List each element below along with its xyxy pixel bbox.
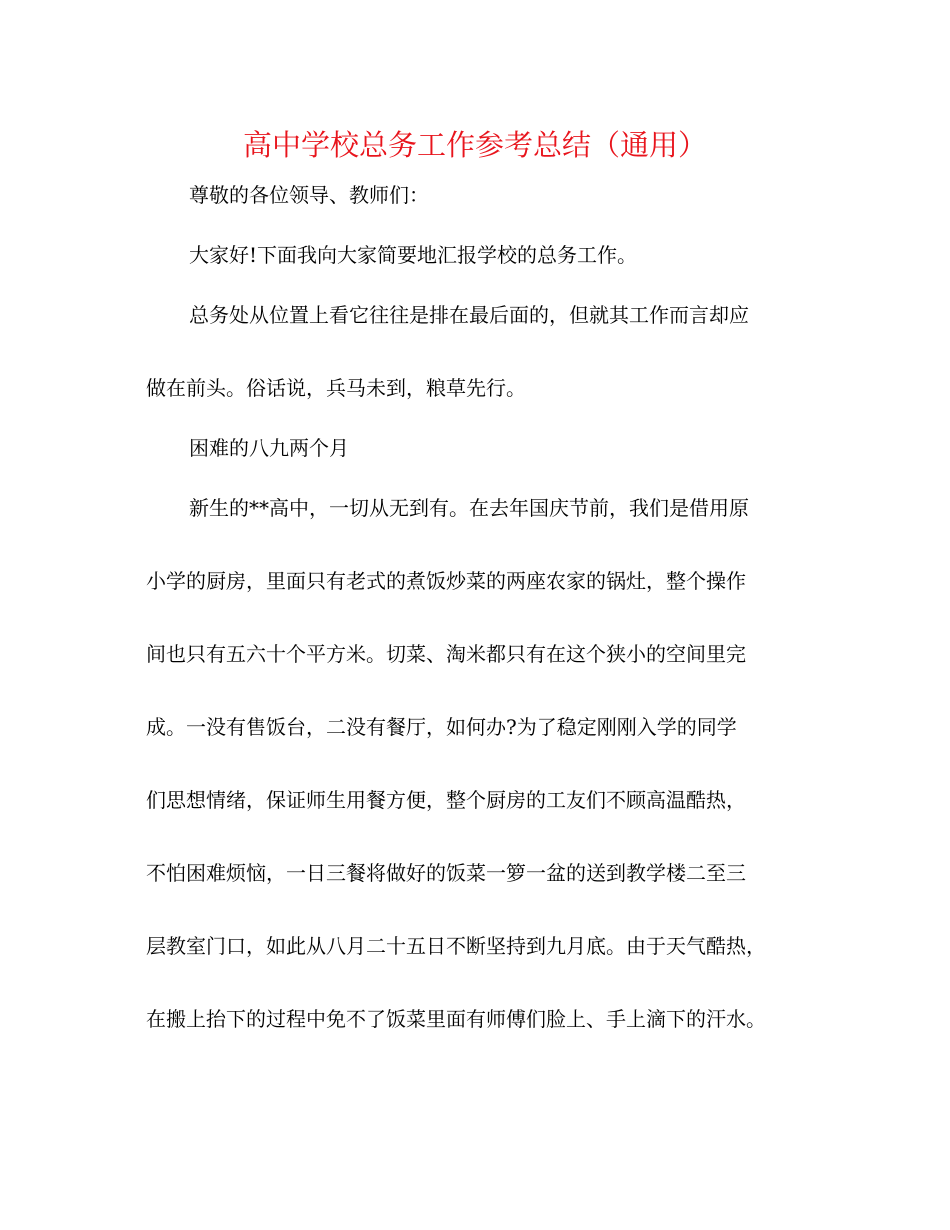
paragraph-line: 层教室门口，如此从八月二十五日不断坚持到九月底。由于天气酷热， [146, 934, 766, 958]
document-title: 高中学校总务工作参考总结（通用） [242, 128, 707, 162]
paragraph-line: 们思想情绪，保证师生用餐方便，整个厨房的工友们不顾高温酷热， [146, 788, 746, 812]
paragraph-line: 在搬上抬下的过程中免不了饭菜里面有师傅们脸上、手上滴下的汗水。 [146, 1007, 766, 1031]
paragraph-line: 新生的**高中，一切从无到有。在去年国庆节前，我们是借用原 [189, 496, 749, 520]
paragraph-line: 总务处从位置上看它往往是排在最后面的，但就其工作而言却应 [189, 303, 749, 327]
paragraph-line: 大家好!下面我向大家简要地汇报学校的总务工作。 [189, 243, 638, 267]
paragraph-line: 间也只有五六十个平方米。切菜、淘米都只有在这个狭小的空间里完 [146, 642, 746, 666]
paragraph-line: 小学的厨房，里面只有老式的煮饭炒菜的两座农家的锅灶，整个操作 [146, 569, 746, 593]
paragraph-line: 做在前头。俗话说，兵马未到，粮草先行。 [146, 376, 526, 400]
paragraph-line: 成。一没有售饭台，二没有餐厅，如何办?为了稳定刚刚入学的同学 [146, 715, 737, 739]
paragraph-line: 不怕困难烦恼，一日三餐将做好的饭菜一箩一盆的送到教学楼二至三 [146, 861, 746, 885]
section-heading: 困难的八九两个月 [189, 436, 349, 460]
salutation-line: 尊敬的各位领导、教师们： [189, 183, 429, 207]
